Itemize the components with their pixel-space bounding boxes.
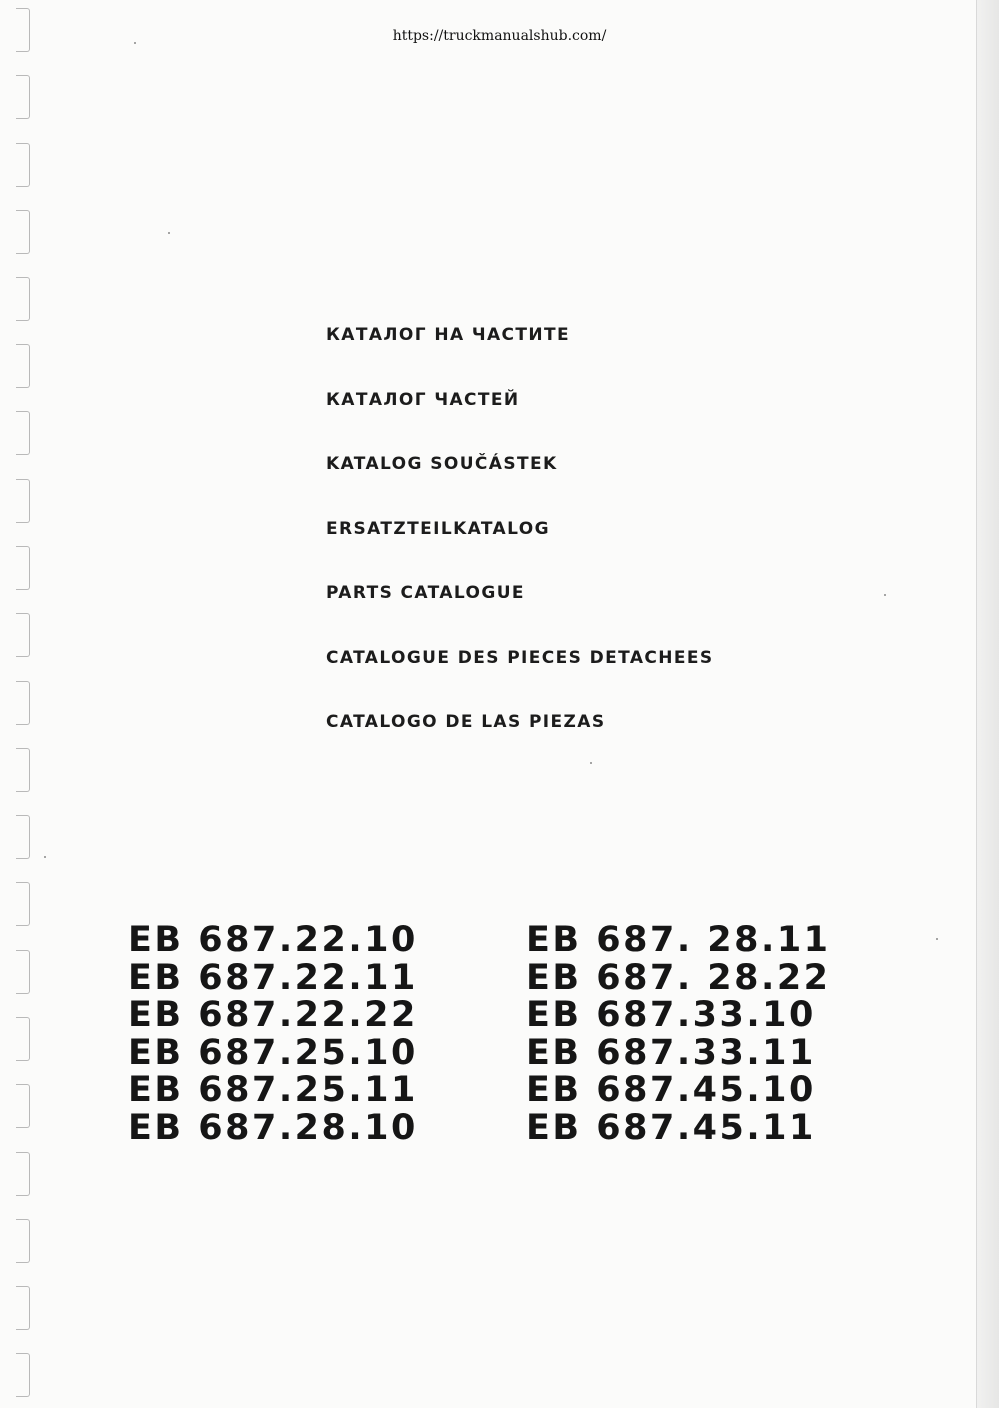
model-number: EB 687.22.10 — [128, 920, 418, 960]
binding-ring — [16, 1219, 30, 1263]
binding-ring — [16, 210, 30, 254]
model-number: EB 687.33.10 — [526, 995, 816, 1035]
binding-ring — [16, 1084, 30, 1128]
model-number: EB 687.33.11 — [526, 1032, 816, 1073]
scan-speck — [168, 232, 170, 234]
binding-ring — [16, 681, 30, 725]
title-czech: KATALOG SOUČÁSTEK — [326, 454, 558, 474]
model-number: EB 687.45.11 — [526, 1107, 816, 1148]
scan-speck — [44, 856, 46, 858]
source-url[interactable]: https://truckmanualshub.com/ — [392, 28, 607, 44]
scan-speck — [590, 762, 592, 764]
title-german: ERSATZTEILKATALOG — [326, 518, 550, 539]
model-number: EB 687. 28.22 — [526, 957, 831, 998]
title-english: PARTS CATALOGUE — [326, 583, 525, 603]
model-number: EB 687.28.10 — [128, 1107, 418, 1148]
scan-speck — [884, 594, 886, 596]
binding-ring — [16, 75, 30, 119]
page-edge — [976, 0, 999, 1408]
binding-ring — [16, 1286, 30, 1330]
model-number: EB 687.22.11 — [128, 957, 418, 998]
model-number: EB 687.22.22 — [128, 995, 418, 1035]
binding-ring — [16, 277, 30, 321]
binding-ring — [16, 344, 30, 388]
binding-ring — [16, 1152, 30, 1196]
model-number: EB 687.25.11 — [128, 1070, 418, 1110]
binding-ring — [16, 143, 30, 187]
binding-ring — [16, 950, 30, 994]
binding-ring — [16, 1353, 30, 1397]
title-french: CATALOGUE DES PIECES DETACHEES — [326, 647, 714, 668]
model-number: EB 687.25.10 — [128, 1032, 418, 1073]
model-number: EB 687. 28.11 — [526, 920, 831, 960]
binding-ring — [16, 882, 30, 926]
binding-ring — [16, 1017, 30, 1061]
model-number: EB 687.45.10 — [526, 1070, 816, 1110]
catalogue-titles — [326, 322, 886, 774]
scan-speck — [936, 938, 938, 940]
title-spanish: CATALOGO DE LAS PIEZAS — [326, 712, 606, 732]
binding-ring — [16, 815, 30, 859]
spiral-binding — [0, 0, 40, 1408]
binding-ring — [16, 748, 30, 792]
binding-ring — [16, 479, 30, 523]
model-number-list — [128, 922, 928, 1147]
binding-ring — [16, 411, 30, 455]
binding-ring — [16, 546, 30, 590]
title-russian: КАТАЛОГ ЧАСТЕЙ — [326, 389, 520, 410]
title-bulgarian: КАТАЛОГ НА ЧАСТИТЕ — [326, 325, 571, 345]
scan-speck — [134, 42, 136, 44]
binding-ring — [16, 613, 30, 657]
